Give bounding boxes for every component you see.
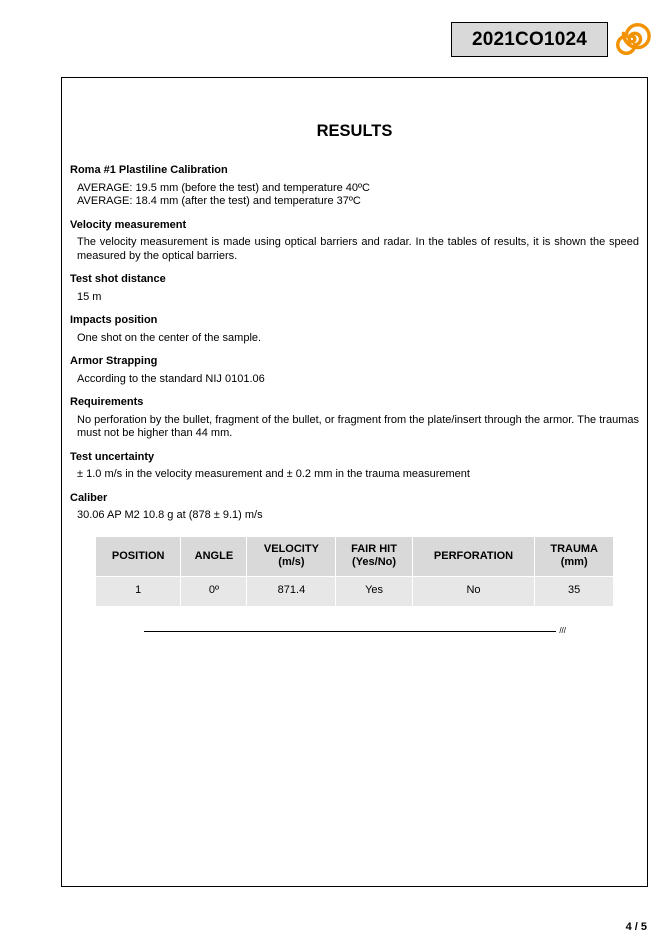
- column-header-text: (mm): [560, 556, 588, 568]
- column-header-text: VELOCITY: [263, 543, 319, 555]
- table-cell: 35: [535, 576, 613, 606]
- column-header-text: (Yes/No): [352, 556, 397, 568]
- column-header: [412, 537, 535, 577]
- column-header-text: POSITION: [111, 549, 165, 562]
- section: [70, 219, 639, 264]
- section-text: The velocity measurement is made using optical barriers and radar. In the tables of results, it is shown the speed measured by the optical barriers.: [77, 236, 639, 262]
- column-header: [96, 537, 181, 577]
- column-header-text: TRAUMA: [550, 543, 599, 555]
- table-cell: No: [412, 576, 535, 606]
- results-table: [96, 537, 613, 606]
- section-text: ± 1.0 m/s in the velocity measurement and ± 0.2 mm in the trauma measurement: [77, 468, 470, 480]
- report-code-box: [451, 22, 608, 57]
- section: [70, 164, 639, 209]
- section-heading: Armor Strapping: [70, 355, 158, 367]
- section-heading: Caliber: [70, 491, 108, 504]
- column-header-text: (m/s): [278, 556, 305, 568]
- section-text: AVERAGE: 18.4 mm (after the test) and temperature 37ºC: [77, 195, 361, 207]
- end-of-results-line: [144, 625, 566, 636]
- section: [70, 451, 639, 482]
- column-header: [181, 537, 247, 577]
- page-title: RESULTS: [316, 122, 393, 140]
- spiral-logo-icon: [613, 20, 651, 58]
- section: [70, 273, 639, 304]
- table-cell: 1: [96, 576, 181, 606]
- table-body: [96, 576, 613, 606]
- table-cell: 0º: [181, 576, 247, 606]
- end-rule: [144, 631, 556, 632]
- section-text: According to the standard NIJ 0101.06: [77, 372, 265, 385]
- section: [70, 355, 639, 386]
- section: [70, 492, 639, 523]
- section-text: One shot on the center of the sample.: [77, 331, 262, 344]
- column-header-text: ANGLE: [194, 549, 234, 562]
- report-code: 2021CO1024: [471, 28, 588, 50]
- end-mark: ///: [559, 625, 566, 635]
- column-header: [336, 537, 412, 577]
- section-text: No perforation by the bullet, fragment of the bullet, or fragment from the plate/insert through the armor. The traumas must not be higher than 44 mm.: [77, 413, 639, 439]
- section-heading: Requirements: [70, 396, 144, 408]
- section-text: AVERAGE: 19.5 mm (before the test) and temperature 40ºC: [77, 181, 371, 194]
- section-text: 30.06 AP M2 10.8 g at (878 ± 9.1) m/s: [77, 509, 263, 521]
- section-text: 15 m: [77, 290, 102, 303]
- section-heading: Velocity measurement: [70, 218, 187, 231]
- section: [70, 396, 639, 441]
- table-header-row: [96, 537, 613, 577]
- table-cell: 871.4: [247, 576, 336, 606]
- sections-container: [70, 164, 639, 523]
- column-header: [535, 537, 613, 577]
- section-heading: Test uncertainty: [70, 450, 155, 463]
- section-heading: Roma #1 Plastiline Calibration: [70, 164, 228, 176]
- column-header-text: PERFORATION: [433, 549, 514, 562]
- section: [70, 314, 639, 345]
- section-heading: Test shot distance: [70, 273, 166, 285]
- table-row: [96, 576, 613, 606]
- results-frame: [61, 77, 648, 887]
- table-cell: Yes: [336, 576, 412, 606]
- page-number: 4 / 5: [625, 921, 647, 933]
- section-heading: Impacts position: [70, 314, 158, 326]
- column-header: [247, 537, 336, 577]
- column-header-text: FAIR HIT: [351, 543, 397, 555]
- results-content: [70, 164, 639, 636]
